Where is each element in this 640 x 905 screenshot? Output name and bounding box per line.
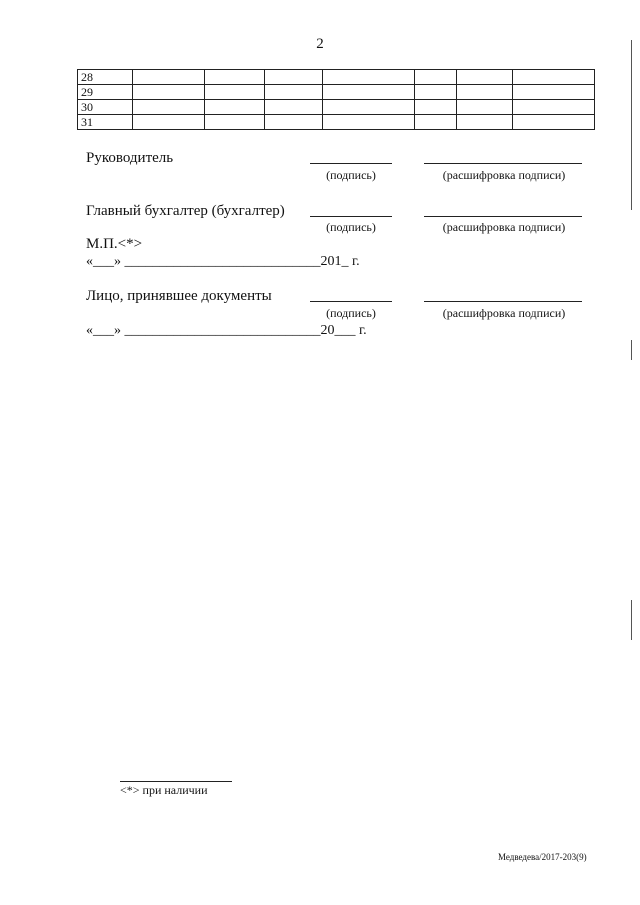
table-cell[interactable]	[323, 115, 415, 130]
scan-edge-mark	[631, 340, 632, 360]
head-label: Руководитель	[86, 150, 174, 166]
page-number: 2	[316, 36, 324, 52]
date-2-prefix: «___» ____________________________	[86, 323, 321, 338]
table-row	[78, 115, 595, 130]
table-cell[interactable]	[323, 70, 415, 85]
scan-edge-mark	[631, 600, 632, 640]
head-decoding-caption: (расшифровка подписи)	[442, 168, 566, 182]
table-row	[78, 85, 595, 100]
accountant-signature-caption: (подпись)	[326, 220, 376, 234]
table-cell[interactable]	[205, 85, 265, 100]
date-1-year: 201_ г.	[320, 254, 360, 269]
table-cell[interactable]	[133, 115, 205, 130]
date-line-1[interactable]	[86, 254, 360, 270]
receiver-decoding-line[interactable]	[424, 301, 582, 302]
accountant-decoding-line[interactable]	[424, 216, 582, 217]
row-number-cell: 31	[78, 115, 133, 130]
table-row	[78, 70, 595, 85]
table-cell[interactable]	[205, 100, 265, 115]
table-row	[78, 100, 595, 115]
date-line-2[interactable]	[86, 323, 367, 339]
table-cell[interactable]	[133, 85, 205, 100]
accountant-label: Главный бухгалтер (бухгалтер)	[86, 203, 285, 219]
table-cell[interactable]	[513, 115, 595, 130]
row-number-cell: 28	[78, 70, 133, 85]
date-2-year: 20___ г.	[320, 323, 367, 338]
document-code: Медведева/2017-203(9)	[498, 852, 587, 862]
table-cell[interactable]	[323, 85, 415, 100]
table-cell[interactable]	[457, 100, 513, 115]
table-cell[interactable]	[265, 70, 323, 85]
accountant-signature-line[interactable]	[310, 216, 392, 217]
table-cell[interactable]	[133, 100, 205, 115]
table-cell[interactable]	[265, 85, 323, 100]
head-signature-line[interactable]	[310, 163, 392, 164]
table-cell[interactable]	[265, 100, 323, 115]
table-cell[interactable]	[205, 70, 265, 85]
table-cell[interactable]	[415, 70, 457, 85]
table-cell[interactable]	[513, 100, 595, 115]
table-cell[interactable]	[513, 85, 595, 100]
receiver-signature-line[interactable]	[310, 301, 392, 302]
table-cell[interactable]	[323, 100, 415, 115]
date-1-prefix: «___» ____________________________	[86, 254, 321, 269]
row-number-cell: 29	[78, 85, 133, 100]
table-cell[interactable]	[513, 70, 595, 85]
table-cell[interactable]	[133, 70, 205, 85]
footnote-separator	[120, 781, 232, 782]
accountant-decoding-caption: (расшифровка подписи)	[442, 220, 566, 234]
receiver-signature-caption: (подпись)	[326, 306, 376, 320]
row-number-cell: 30	[78, 100, 133, 115]
table-cell[interactable]	[457, 85, 513, 100]
receiver-label: Лицо, принявшее документы	[86, 288, 272, 304]
table-cell[interactable]	[457, 115, 513, 130]
table-cell[interactable]	[415, 115, 457, 130]
stamp-label: М.П.<*>	[86, 236, 143, 252]
table-cell[interactable]	[265, 115, 323, 130]
head-decoding-line[interactable]	[424, 163, 582, 164]
data-table	[77, 69, 595, 130]
footnote: <*> при наличии	[120, 783, 208, 797]
table-cell[interactable]	[205, 115, 265, 130]
table-cell[interactable]	[415, 100, 457, 115]
head-signature-caption: (подпись)	[326, 168, 376, 182]
receiver-decoding-caption: (расшифровка подписи)	[442, 306, 566, 320]
table-cell[interactable]	[415, 85, 457, 100]
table-cell[interactable]	[457, 70, 513, 85]
scan-edge-mark	[631, 40, 632, 210]
